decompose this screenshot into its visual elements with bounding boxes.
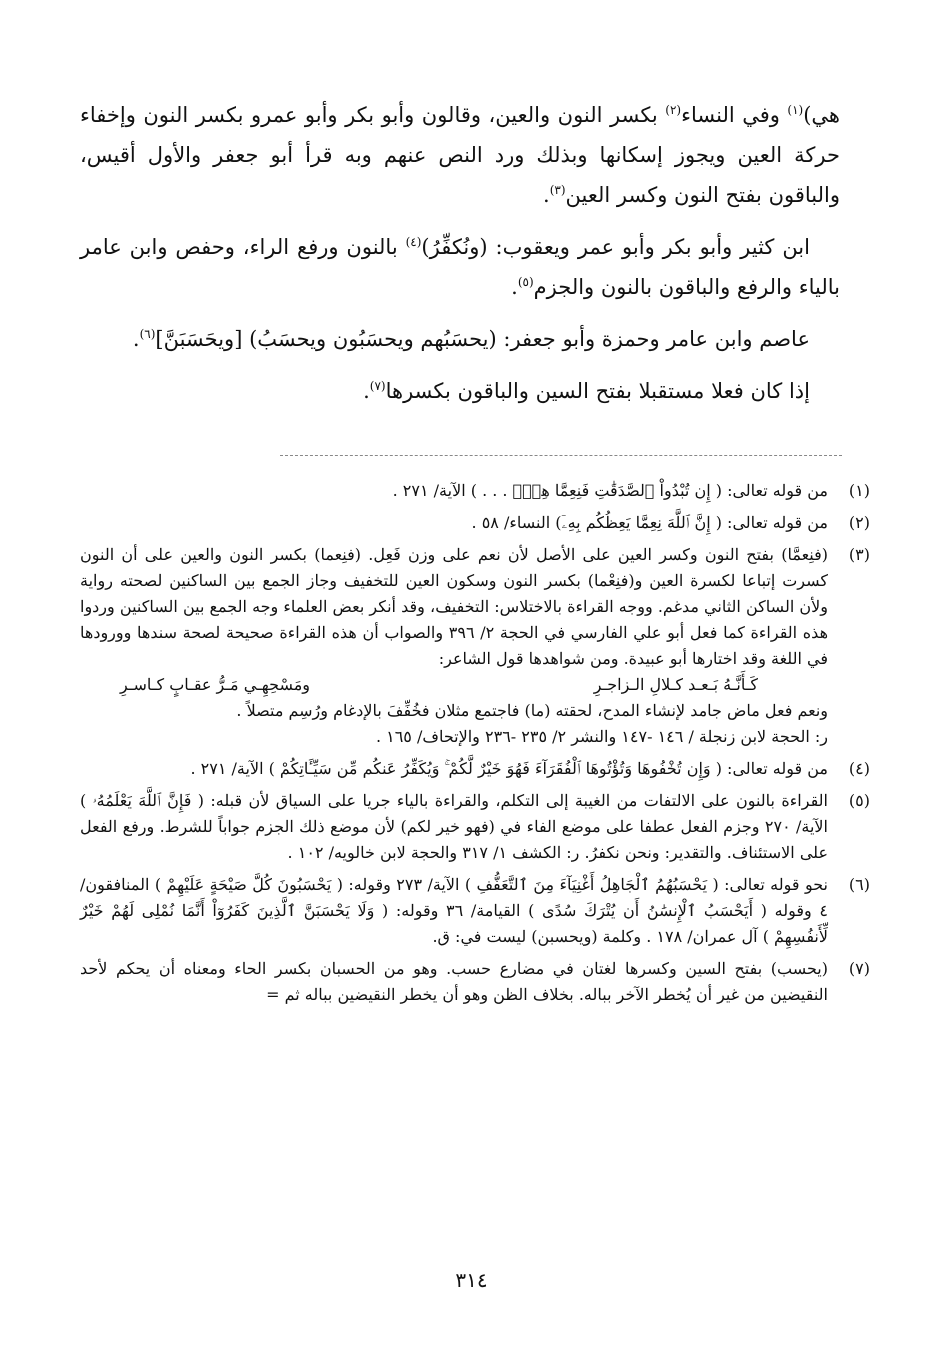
poem-hemistich-right: كَـأَنَّـهُ بَـعـد كـلالِ الـزاجـرِ (593, 675, 758, 694)
footnote-5 (80, 788, 870, 866)
footnote-6 (80, 872, 870, 950)
footnotes (80, 478, 870, 1014)
footnote-text: من قوله تعالى: ( إِن تُبْدُواْ ٱلصَّدَقَٰتِ فَنِعِمَّا هِيَۖ . . . ) الآية/ ٢٧١ . (392, 481, 828, 500)
paragraph-text: بكسر النون والعين، وقالون وأبو بكر وأبو عمرو بكسر النون وإخفاء حركة العين ويجوز إسكانها وبذلك ورد النص عنهم وبه قرأ أبو جعفر والأول أقيس، والباقون بفتح النون وكسر العين (80, 103, 840, 207)
footnote-ref: (٣) (549, 183, 566, 197)
footnote-text: من قوله تعالى: ( وَإِن تُخْفُوهَا وَتُؤْتُوهَا ٱلْفُقَرَآءَ فَهُوَ خَيْرٌ لَّكُمْ ۚ وَيُكَفِّرُ عَنكُم مِّن سَيِّـَٔاتِكُمْ ) الآية/ ٢٧١ . (190, 759, 828, 778)
footnote-separator (280, 455, 842, 456)
footnote-ref: (٦) (139, 327, 156, 341)
footnote-reference: ر: الحجة لابن زنجلة / ١٤٦ -١٤٧ والنشر ٢/ ٢٣٥ -٢٣٦ والإتحاف/ ١٦٥ . (375, 727, 828, 746)
poem-hemistich-left: ومَسْحِهِـي مَـرُّ عقـابٍ كـاسـرِ (120, 675, 311, 694)
footnote-text: ونعم فعل ماض جامد لإنشاء المدح، لحقته (ما) فاجتمع مثلان فخُفِّفَ بالإدغام ورُسِم متصلاً . (236, 701, 828, 720)
paragraph-4 (80, 371, 840, 411)
footnote-number: (٧) (848, 959, 870, 978)
footnote-text: (يحسب) بفتح السين وكسرها لغتان في مضارع حسب. وهو من الحسبان بكسر الحاء ومعناه أن يحكم لأحد النقيضين من غير أن يُخطر الآخر بباله. بخلاف الظن وهو أن يخطر النقيضين بباله ثم = (80, 959, 828, 1004)
paragraph-text: ابن كثير وأبو بكر وأبو عمر ويعقوب: (ونُكفِّرُ) (421, 235, 810, 259)
footnote-body (80, 542, 828, 750)
footnote-number: (٥) (848, 791, 870, 810)
poem-verse (80, 672, 828, 698)
footnote-ref: (٤) (405, 235, 422, 249)
paragraph-text: هي) (803, 103, 840, 127)
footnote-number: (٤) (848, 759, 870, 778)
page-number: ٣١٤ (455, 1268, 488, 1292)
footnote-number: (٢) (848, 513, 870, 532)
footnote-text: نحو قوله تعالى: ( يَحْسَبُهُمُ ٱلْجَاهِلُ أَغْنِيَآءَ مِنَ ٱلتَّعَفُّفِ ) الآية/ ٢٧٣ وقوله: ( يَحْسَبُونَ كُلَّ صَيْحَةٍ عَلَيْهِمْ ) المنافقون/ ٤ وقوله ( أَيَحْسَبُ ٱلْإِنسَٰنُ أَن يُتْرَكَ سُدًى ) القيامة/ ٣٦ وقوله: ( وَلَا يَحْسَبَنَّ ٱلَّذِينَ كَفَرُوٓاْ أَنَّمَا نُمْلِى لَهُمْ خَيْرٌ لِّأَنفُسِهِمْ ) آل عمران/ ١٧٨ . وكلمة (ويحسبن) ليست في: ق. (80, 875, 829, 946)
paragraph-3 (80, 319, 840, 359)
paragraph-1 (80, 95, 840, 215)
footnote-text: (فنِعمَّا) بفتح النون وكسر العين على الأصل لأن نعم على وزن فَعِل. (فنِعما) بكسر النون والعين على أن النون كسرت إتباعا لكسرة العين و(فنِعْما) بكسر النون وسكون العين للتخفيف وجاز الجمع بين الساكنين لصحته رواية ولأن الساكن الثاني مدغم. ووجه القراءة بالاختلاس: التخفيف، وقد أنكر بعض العلماء وجه الجمع بين الساكنين وردوا هذه القراءة كما فعل أبو علي الفارسي في الحجة ٢/ ٣٩٦ والصواب أن هذه القراءة صحيحة لصحة سندها وورودها في اللغة وقد اختارها أبو عبيدة. ومن شواهدها قول الشاعر: (80, 545, 829, 668)
paragraph-text: إذا كان فعلا مستقبلا بفتح السين والباقون بكسرها (385, 379, 810, 403)
footnote-text: القراءة بالنون على الالتفات من الغيبة إلى التكلم، والقراءة بالياء جريا على السياق لأن قبله: ( فَإِنَّ ٱللَّهَ يَعْلَمُهُۥ ) الآية/ ٢٧٠ وجزم الفعل عطفا على موضع الفاء في (فهو خير لكم) لأن موضع ذلك الجزم جواباً للشرط. ورفع الفعل على الاستئناف. والتقدير: ونحن نكفرُ. ر: الكشف ١/ ٣١٧ والحجة لابن خالويه/ ١٠٢ . (80, 791, 829, 862)
footnote-3 (80, 542, 870, 750)
paragraph-text: وفي النساء (681, 103, 788, 127)
paragraph-text: عاصم وابن عامر وحمزة وأبو جعفر: (يحسَبُهم ويحسَبُون ويحسَبُ) [ويحَسَبَنَّ] (155, 327, 810, 351)
footnote-1 (80, 478, 870, 504)
footnote-number: (١) (848, 481, 870, 500)
paragraph-text: . (363, 379, 370, 403)
footnote-number: (٣) (848, 545, 870, 564)
paragraph-text: . (543, 183, 550, 207)
paragraph-text: بالنون ورفع الراء، وحفص وابن عامر بالياء والرفع والباقون بالنون والجزم (80, 235, 840, 299)
footnote-ref: (٧) (369, 379, 386, 393)
footnote-7 (80, 956, 870, 1008)
paragraph-text: . (511, 275, 518, 299)
footnote-ref: (٢) (665, 103, 682, 117)
footnote-text: من قوله تعالى: ( إِنَّ ٱللَّهَ نِعِمَّا يَعِظُكُم بِهِۦٓ) النساء/ ٥٨ . (471, 513, 828, 532)
main-text (80, 95, 840, 423)
footnote-ref: (٥) (517, 275, 534, 289)
paragraph-2 (80, 227, 840, 307)
footnote-2 (80, 510, 870, 536)
paragraph-text: . (132, 327, 140, 351)
footnote-ref: (١) (787, 103, 804, 117)
footnote-number: (٦) (848, 875, 870, 894)
footnote-4 (80, 756, 870, 782)
